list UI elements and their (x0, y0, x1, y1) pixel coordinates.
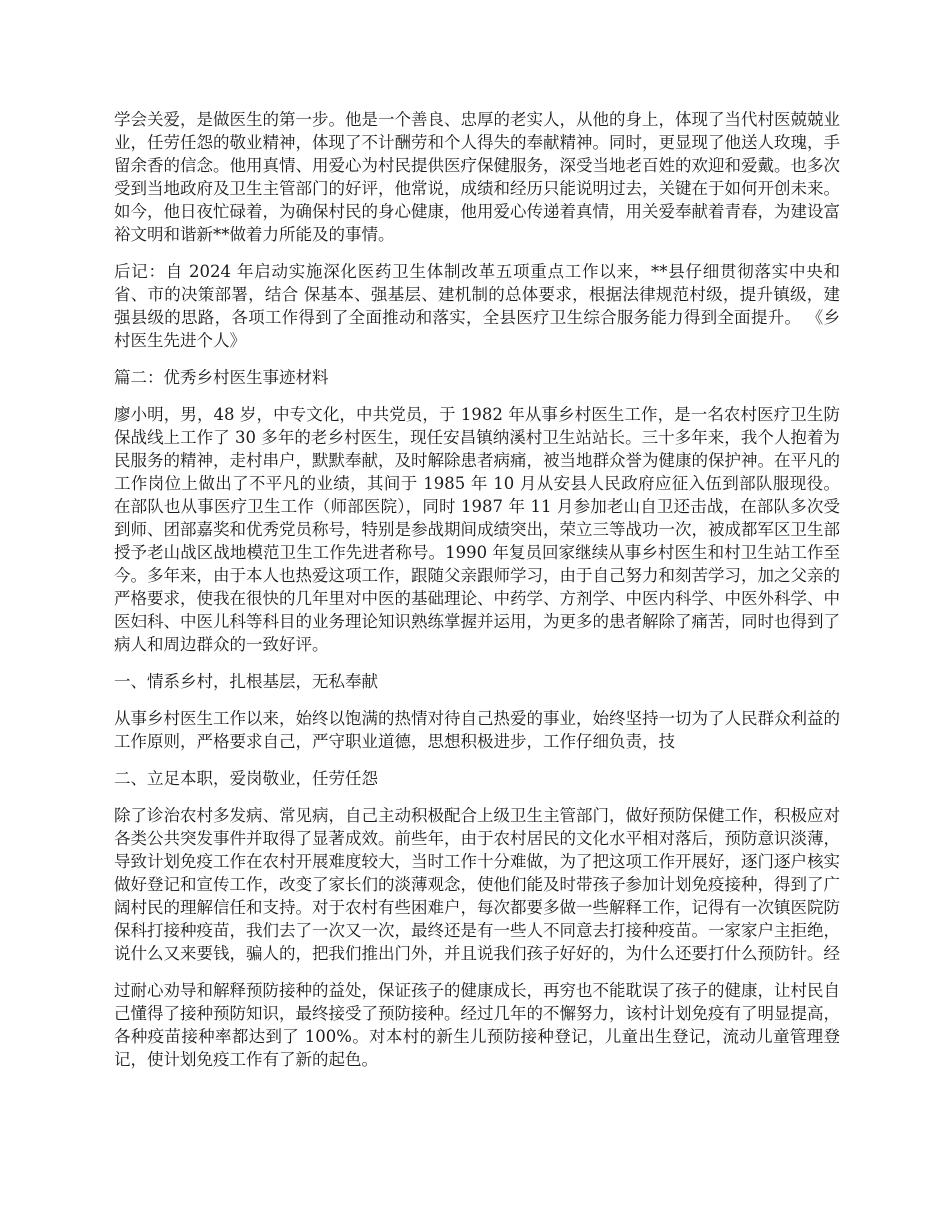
paragraph-immunization-work: 除了诊治农村多发病、常见病，自己主动积极配合上级卫生主管部门，做好预防保健工作，积极应对各类公共突发事件并取得了显著成效。前些年，由于农村居民的文化水平相对落后，预防意识淡薄，导致计划免疫工作在农村开展难度较大，当时工作十分难做，为了把这项工作开展好，逐门逐户核实做好登记和宣传工作，改变了家长们的淡薄观念，使他们能及时带孩子参加计划免疫接种，得到了广阔村民的理解信任和支持。对于农村有些困难户，每次都要多做一些解释工作，记得有一次镇医院防保科打接种疫苗，我们去了一次又一次，最终还是有一些人不同意去打接种疫苗。一家家户主拒绝，说什么又来要钱，骗人的，把我们推出门外，并且说我们孩子好好的，为什么还要打什么预防针。经 (114, 806, 840, 963)
paragraph-postscript: 后记：自 2024 年启动实施深化医药卫生体制改革五项重点工作以来，**县仔细贯彻落实中央和省、市的决策部署，结合 保基本、强基层、建机制的总体要求，根据法律规范村级，提升镇级，建强县级的思路，各项工作得到了全面推动和落实，全县医疗卫生综合服务能力得到全面提升。 《乡村医生先进个人》 (114, 262, 840, 350)
paragraph-village-doctor-praise: 学会关爱，是做医生的第一步。他是一个善良、忠厚的老实人，从他的身上，体现了当代村医兢兢业业，任劳任怨的敬业精神，体现了不计酬劳和个人得失的奉献精神。同时，更显现了他送人玫瑰，手留余香的信念。他用真情、用爱心为村民提供医疗保健服务，深受当地老百姓的欢迎和爱戴。也多次受到当地政府及卫生主管部门的好评，他常说，成绩和经历只能说明过去，关键在于如何开创未来。如今，他日夜忙碌着，为确保村民的身心健康，他用爱心传递着真情，用关爱奉献着青春，为建设富裕文明和谐新**做着力所能及的事情。 (114, 110, 840, 244)
paragraph-immunization-results: 过耐心劝导和解释预防接种的益处，保证孩子的健康成长，再穷也不能耽误了孩子的健康，让村民自己懂得了接种预防知识，最终接受了预防接种。经过几年的不懈努力，该村计划免疫有了明显提高，各种疫苗接种率都达到了 100%。对本村的新生儿预防接种登记，儿童出生登记，流动儿童管理登记，使计划免疫工作有了新的起色。 (114, 981, 840, 1069)
document-page (114, 108, 840, 1085)
subheading-devoted-to-work: 二、立足本职，爱岗敬业，任劳任怨 (114, 769, 378, 788)
subheading-rooted-in-village: 一、情系乡村，扎根基层，无私奉献 (114, 672, 378, 691)
section-title-chapter-two: 篇二：优秀乡村医生事迹材料 (114, 368, 329, 387)
paragraph-dedication: 从事乡村医生工作以来，始终以饱满的热情对待自己热爱的事业，始终坚持一切为了人民群众利益的工作原则，严格要求自己，严守职业道德，思想积极进步，工作仔细负责，技 (114, 709, 840, 751)
paragraph-liao-xiaoming-bio: 廖小明，男，48 岁，中专文化，中共党员，于 1982 年从事乡村医生工作，是一名农村医疗卫生防保战线上工作了 30 多年的老乡村医生，现任安昌镇纳溪村卫生站站长。三十多年来，我个人抱着为民服务的精神，走村串户，默默奉献，及时解除患者病痛，被当地群众誉为健康的保护神。在平凡的工作岗位上做出了不平凡的业绩，其间于 1985 年 10 月从安县人民政府应征入伍到部队服现役。在部队也从事医疗卫生工作（师部医院），同时 1987 年 11 月参加老山自卫还击战，在部队多次受到师、团部嘉奖和优秀党员称号，特别是参战期间成绩突出，荣立三等战功一次，被成都军区卫生部授予老山战区战地模范卫生工作先进者称号。1990 年复员回家继续从事乡村医生和村卫生站工作至今。多年来，由于本人也热爱这项工作，跟随父亲跟师学习，由于自己努力和刻苦学习，加之父亲的严格要求，使我在很快的几年里对中医的基础理论、中药学、方剂学、中医内科学、中医外科学、中医妇科、中医儿科等科目的业务理论知识熟练掌握并运用，为更多的患者解除了痛苦，同时也得到了病人和周边群众的一致好评。 (114, 405, 840, 654)
